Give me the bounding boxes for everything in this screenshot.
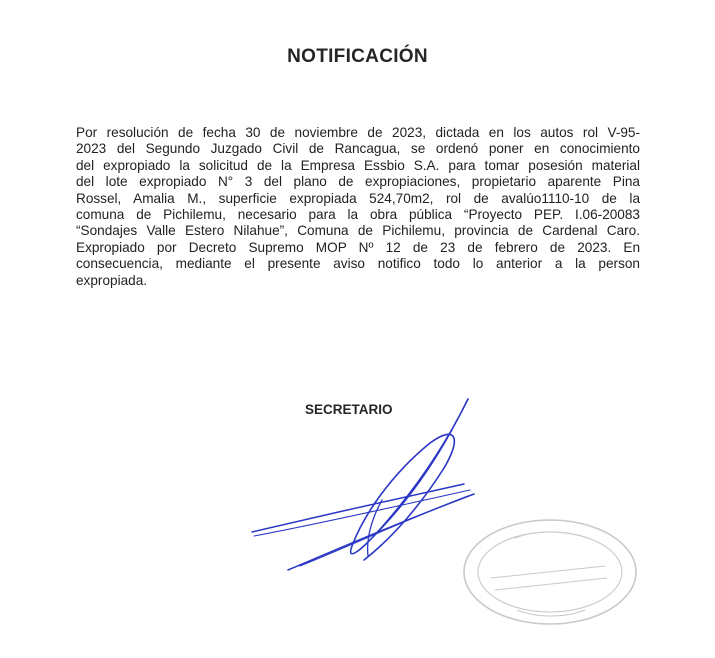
paragraph-line: consecuencia, mediante el presente aviso notifico todo lo anterior a la person: [76, 256, 640, 272]
paragraph-line: del expropiado la solicitud de la Empresa Essbio S.A. para tomar posesión material: [76, 157, 640, 173]
signer-title: SECRETARIO: [305, 402, 393, 417]
paragraph-line: comuna de Pichilemu, necesario para la obra pública “Proyecto PEP. I.06-20083: [76, 206, 640, 222]
paragraph-line: expropiada.: [76, 272, 148, 288]
paragraph-line: Rossel, Amalia M., superficie expropiada 524,70m2, rol de avalúo1110-10 de la: [76, 190, 640, 206]
paragraph-line: Expropiado por Decreto Supremo MOP Nº 12 de 23 de febrero de 2023. En: [76, 239, 640, 255]
seal-stamp: [455, 508, 645, 638]
paragraph-line: del lote expropiado N° 3 del plano de expropiaciones, propietario aparente Pina: [76, 174, 640, 190]
paragraph-line: “Sondajes Valle Estero Nilahue”, Comuna de Pichilemu, provincia de Cardenal Caro.: [76, 223, 640, 239]
paragraph-line: 2023 del Segundo Juzgado Civil de Rancagua, se ordenó poner en conocimiento: [76, 141, 640, 157]
page-title: NOTIFICACIÓN: [287, 46, 428, 67]
paragraph-line: Por resolución de fecha 30 de noviembre de 2023, dictada en los autos rol V-95-: [76, 125, 640, 140]
